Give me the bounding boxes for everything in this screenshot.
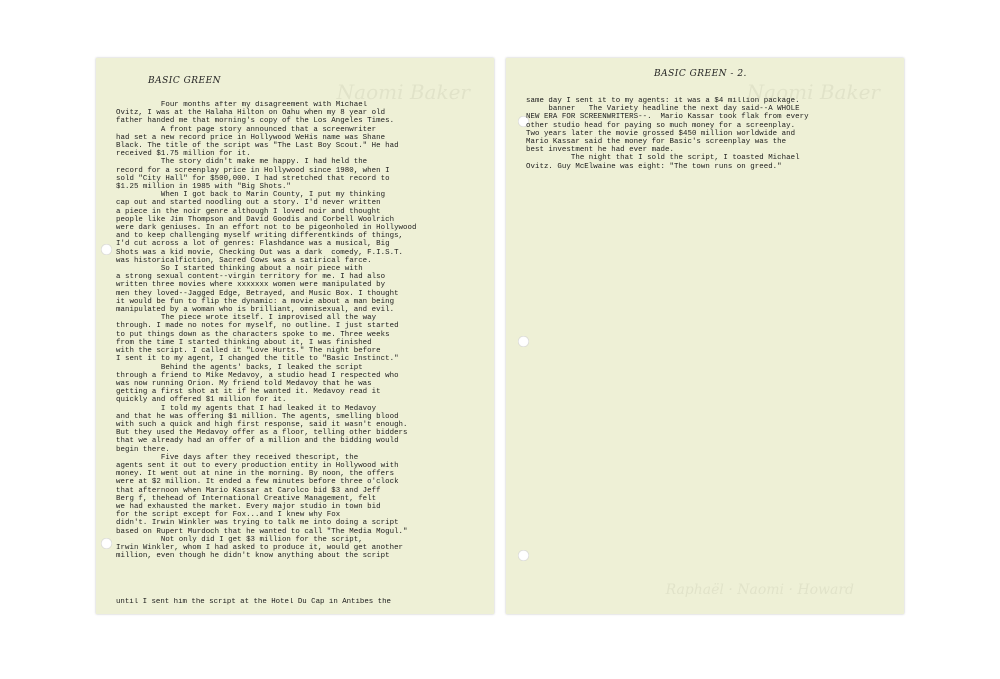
- typed-footer-line: until I sent him the script at the Hotel Du Cap in Antibes the: [116, 598, 391, 606]
- faint-watermark: Naomi Baker: [336, 80, 470, 104]
- punch-hole: [518, 336, 529, 347]
- typed-page-1: [96, 58, 494, 614]
- punch-hole: [101, 538, 112, 549]
- punch-hole: [101, 244, 112, 255]
- faint-watermark: Naomi Baker: [746, 80, 880, 104]
- faint-watermark: Raphaël · Naomi · Howard: [665, 582, 854, 598]
- typed-page-2: [506, 58, 904, 614]
- typed-body-text: same day I sent it to my agents: it was a $4 million package. banner The Variety headline the next day said--A WHOLE NEW ERA FOR SCREENWRITERS--. Mario Kassar took flak from every other studio head for paying so much money for a screenplay. Two years later the movie grossed $450 million worldwide and Mario Kassar said the money for Basic's screenplay was the best investment he had ever made. The night that I sold the script, I toasted Michael Ovitz. Guy McElwaine was eight: "The town runs on greed.": [526, 97, 809, 171]
- typed-body-text: Four months after my disagreement with Michael Ovitz, I was at the Halaha Hilton on Oahu when my 8 year old father handed me that morning's copy of the Los Angeles Times. A front page story announced that a screenwriter had set a new record price in Hollywood WeHis name was Shane Black. The title of the script was "The Last Boy Scout." He had received $1.75 million for it. The story didn't make me happy. I had held the record for a screenplay price in Hollywood since 1980, when I sold "City Hall" for $500,000. I had stretched that record to $1.25 million in 1985 with "Big Shots." When I got back to Marin County, I put my thinking cap out and started noodling out a story. I'd never written a piece in the noir genre although I loved noir and thought people like Jim Thompson and David Goodis and Corbell Woolrich were dark geniuses. In an effort not to be pigeonholed in Hollywood and to keep challenging myself writing differentkinds of things, I'd cut across a lot of genres: Flashdance was a musical, Big Shots was a kid movie, Checking Out was a dark comedy, F.I.S.T. was historicalfiction, Sacred Cows was a satirical farce. So I started thinking about a noir piece with a strong sexual content--virgin territory for me. I had also written three movies where xxxxxxx women were manipulated by men they loved--Jagged Edge, Betrayed, and Music Box. I thought it would be fun to flip the dynamic: a movie about a man being manipulated by a woman who is brilliant, omnisexual, and evil. The piece wrote itself. I improvised all the way through. I made no notes for myself, no outline. I just started to put things down as the characters spoke to me. Three weeks from the time I started thinking about it, I was finished with the script. I called it "Love Hurts." The night before I sent it to my agent, I changed the title to "Basic Instinct." Behind the agents' backs, I leaked the script through a friend to Mike Medavoy, a studio head I respected who was now running Orion. My friend told Medavoy that he was getting a first shot at it if he wanted it. Medavoy read it quickly and offered $1 million for it. I told my agents that I had leaked it to Medavoy and that he was offering $1 million. The agents, smelling blood with such a quick and high first response, said it wasn't enough. But they used the Medavoy offer as a floor, telling other bidders that we already had an offer of a million and the bidding would begin there. Five days after they received thescript, the agents sent it out to every production entity in Hollywood with money. It went out at nine in the morning. By noon, the offers were at $2 million. It ended a few minutes before three o'clock that afternoon when Mario Kassar at Carolco bid $3 and Jeff Berg f, thehead of International Creative Management, felt we had exhausted the market. Every major studio in town bid for the script except for Fox...and I knew why Fox didn't. Irwin Winkler was trying to talk me into doing a script based on Rupert Murdoch that he wanted to call "The Media Mogul." Not only did I get $3 million for the script, Irwin Winkler, whom I had asked to produce it, would get another million, even though he didn't know anything about the script: [116, 101, 417, 561]
- punch-hole: [518, 550, 529, 561]
- handwritten-label: BASIC GREEN - 2.: [654, 69, 747, 79]
- handwritten-label: BASIC GREEN: [148, 76, 222, 86]
